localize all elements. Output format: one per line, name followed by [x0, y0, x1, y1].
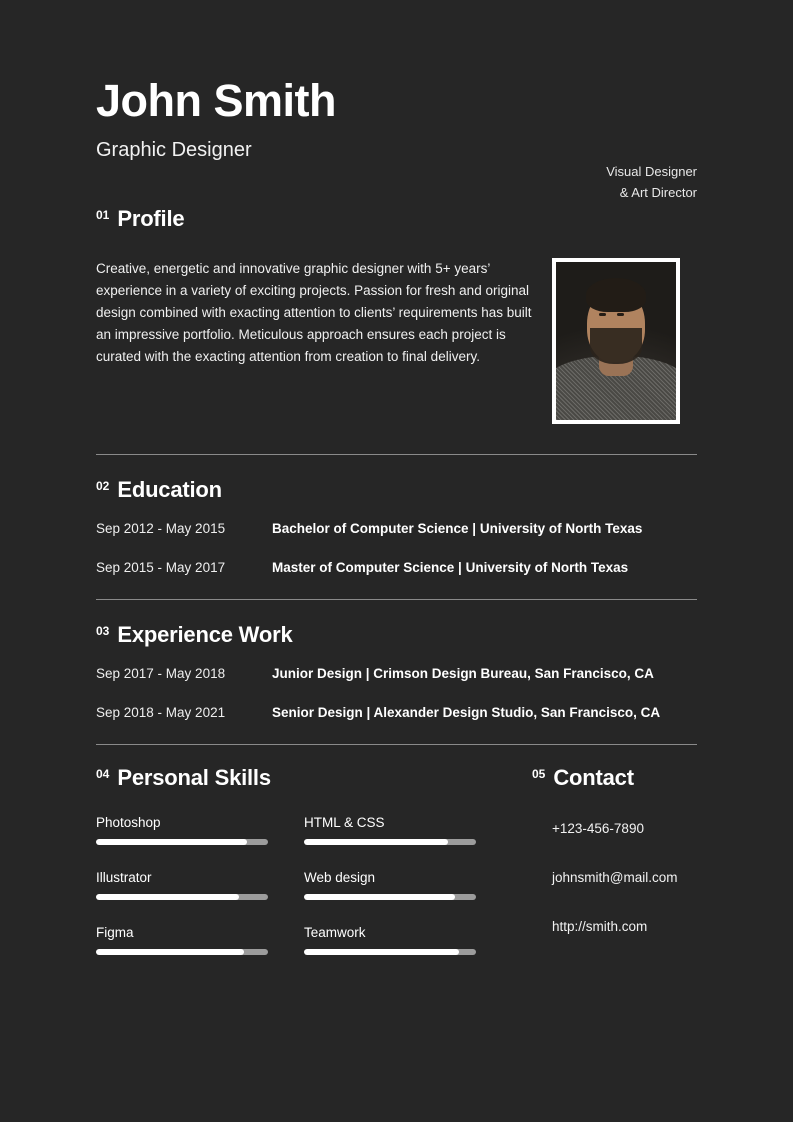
list-item	[304, 870, 476, 900]
list-item	[96, 815, 268, 845]
page-title: John Smith	[96, 75, 336, 126]
skill-column-left	[96, 815, 268, 980]
section-profile	[96, 206, 697, 424]
education-list	[96, 521, 697, 575]
skill-bar-track	[96, 949, 268, 955]
bottom-area	[96, 765, 697, 980]
portrait-eye-right	[617, 313, 624, 316]
section-title-contact: Contact	[553, 765, 634, 790]
skill-bar-track	[304, 839, 476, 845]
skill-bar-track	[96, 839, 268, 845]
skill-label: Illustrator	[96, 870, 152, 885]
list-item	[304, 925, 476, 955]
skill-bar-track	[304, 894, 476, 900]
section-heading-contact	[532, 765, 697, 791]
skill-label: Web design	[304, 870, 376, 885]
divider-2	[96, 599, 697, 600]
divider-1	[96, 454, 697, 455]
divider-3	[96, 744, 697, 745]
section-number-contact: 05	[532, 767, 546, 781]
section-heading-profile	[96, 206, 697, 232]
profile-body	[96, 258, 697, 424]
skill-bar-fill	[96, 949, 244, 955]
avatar	[552, 258, 680, 424]
tagline-line-1: Visual Designer	[606, 164, 697, 179]
skill-label: HTML & CSS	[304, 815, 385, 830]
tagline-line-2: & Art Director	[619, 184, 697, 200]
contact-list	[532, 821, 697, 934]
section-title-profile: Profile	[117, 206, 185, 231]
skill-bar-fill	[304, 894, 455, 900]
job-title: Graphic Designer	[96, 139, 252, 161]
skill-label: Photoshop	[96, 815, 161, 830]
portrait-hair	[586, 278, 646, 312]
education-desc: Bachelor of Computer Science | University of North Texas	[272, 521, 643, 536]
skill-bar-fill	[96, 839, 247, 845]
list-item	[304, 815, 476, 845]
experience-date: Sep 2018 - May 2021	[96, 705, 226, 720]
portrait-eye-left	[599, 313, 606, 316]
contact-website[interactable]: http://smith.com	[552, 919, 648, 934]
skill-bar-fill	[304, 949, 459, 955]
section-number-profile: 01	[96, 208, 110, 222]
section-experience	[96, 622, 697, 720]
experience-desc: Junior Design | Crimson Design Bureau, San Francisco, CA	[272, 666, 654, 681]
skill-label: Figma	[96, 925, 134, 940]
contact-email[interactable]: johnsmith@mail.com	[552, 870, 678, 885]
experience-date: Sep 2017 - May 2018	[96, 666, 226, 681]
section-heading-skills	[96, 765, 506, 791]
portrait-beard	[590, 328, 642, 364]
education-desc: Master of Computer Science | University of North Texas	[272, 560, 629, 575]
contact-phone[interactable]: +123-456-7890	[552, 821, 644, 836]
section-education	[96, 477, 697, 575]
list-item	[96, 666, 697, 681]
header-tagline	[477, 162, 697, 204]
section-contact	[506, 765, 697, 980]
section-heading-education	[96, 477, 697, 503]
skill-bar-track	[304, 949, 476, 955]
profile-text: Creative, energetic and innovative graphic designer with 5+ years’ experience in a variety of exciting projects. Passion for fresh and original design combined with exacting attention to clients’ requirements has built an impressive portfolio. Meticulous approach ensures each project is curated with the exacting attention from creation to final delivery.	[96, 261, 532, 364]
section-skills	[96, 765, 506, 980]
skill-column-right	[304, 815, 476, 980]
resume-header	[96, 0, 697, 200]
experience-desc: Senior Design | Alexander Design Studio, San Francisco, CA	[272, 705, 661, 720]
skill-columns	[96, 815, 506, 980]
resume-content	[96, 0, 697, 1122]
section-title-education: Education	[117, 477, 222, 502]
skill-label: Teamwork	[304, 925, 366, 940]
education-date: Sep 2015 - May 2017	[96, 560, 226, 575]
section-number-education: 02	[96, 479, 110, 493]
education-date: Sep 2012 - May 2015	[96, 521, 226, 536]
section-number-experience: 03	[96, 624, 110, 638]
list-item	[96, 560, 697, 575]
list-item	[96, 705, 697, 720]
skill-bar-fill	[304, 839, 448, 845]
list-item	[96, 925, 268, 955]
section-title-skills: Personal Skills	[117, 765, 271, 790]
skill-bar-fill	[96, 894, 239, 900]
section-heading-experience	[96, 622, 697, 648]
list-item	[96, 870, 268, 900]
skill-bar-track	[96, 894, 268, 900]
list-item	[96, 521, 697, 536]
section-title-experience: Experience Work	[117, 622, 293, 647]
experience-list	[96, 666, 697, 720]
section-number-skills: 04	[96, 767, 110, 781]
